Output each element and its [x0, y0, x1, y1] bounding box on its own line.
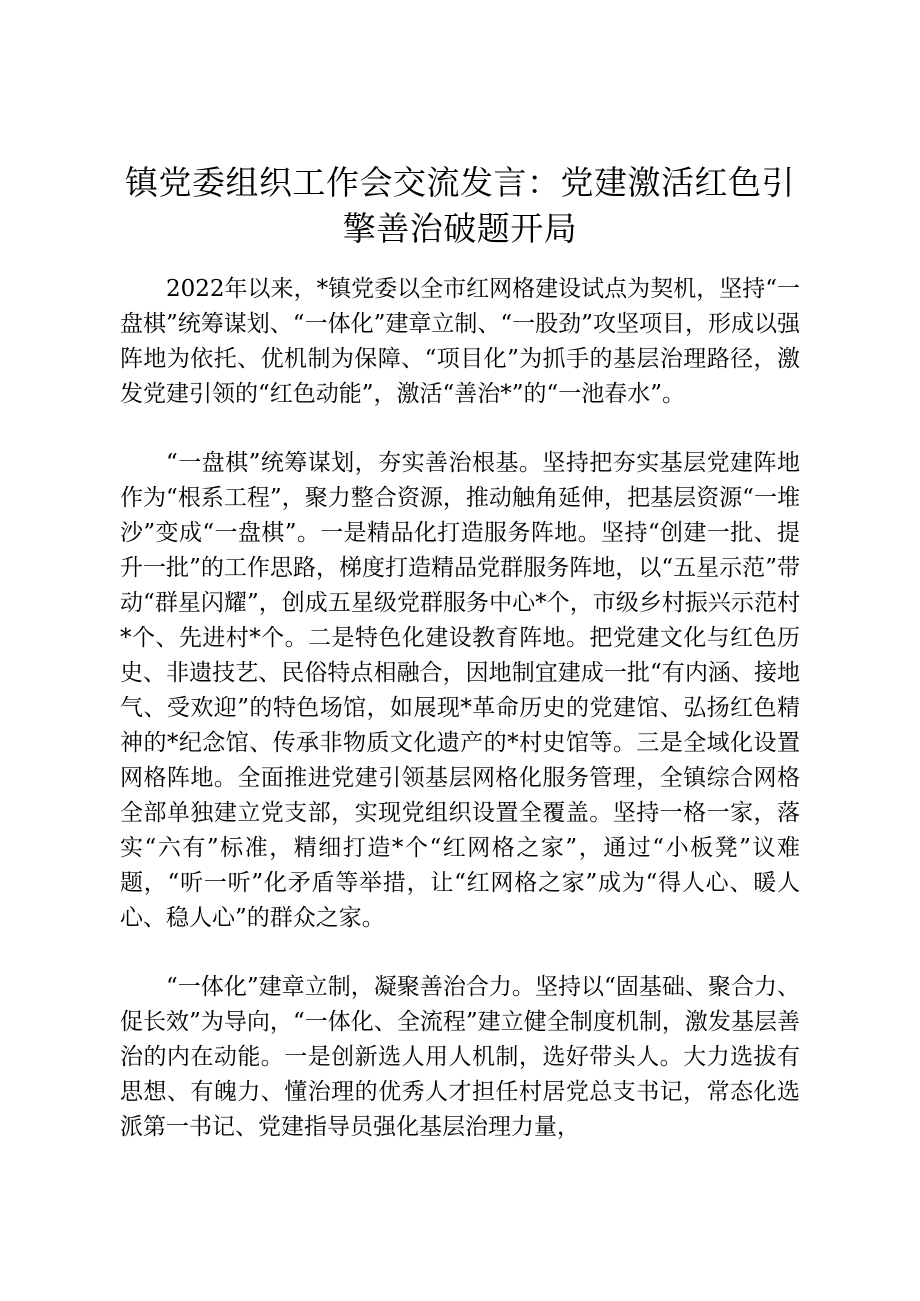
document-title: 镇党委组织工作会交流发言：党建激活红色引擎善治破题开局: [125, 163, 795, 248]
paragraph-intro: 2022年以来，*镇党委以全市红网格建设试点为契机，坚持“一盘棋”统筹谋划、“一体化”建章立制、“一股劲”攻坚项目，形成以强阵地为依托、优机制为保障、“项目化”为抓手的基层治理路径，激发党建引领的“红色动能”，激活“善治*”的“一池春水”。: [120, 276, 800, 407]
paragraph-one-board: “一盘棋”统筹谋划，夯实善治根基。坚持把夯实基层党建阵地作为“根系工程”，聚力整合资源，推动触角延伸，把基层资源“一堆沙”变成“一盘棋”。一是精品化打造服务阵地。坚持“创建一批、提升一批”的工作思路，梯度打造精品党群服务阵地，以“五星示范”带动“群星闪耀”，创成五星级党群服务中心*个，市级乡村振兴示范村*个、先进村*个。二是特色化建设教育阵地。把党建文化与红色历史、非遗技艺、民俗特点相融合，因地制宜建成一批“有内涵、接地气、受欢迎”的特色场馆，如展现*革命历史的党建馆、弘扬红色精神的*纪念馆、传承非物质文化遗产的*村史馆等。三是全域化设置网格阵地。全面推进党建引领基层网格化服务管理，全镇综合网格全部单独建立党支部，实现党组织设置全覆盖。坚持一格一家，落实“六有”标准，精细打造*个“红网格之家”，通过“小板凳”议难题，“听一听”化矛盾等举措，让“红网格之家”成为“得人心、暖人心、稳人心”的群众之家。: [120, 450, 800, 931]
document-page: [120, 160, 800, 1145]
paragraph-integration: “一体化”建章立制，凝聚善治合力。坚持以“固基础、聚合力、促长效”为导向，“一体化、全流程”建立健全制度机制，激发基层善治的内在动能。一是创新选人用人机制，选好带头人。大力选拔有思想、有魄力、懂治理的优秀人才担任村居党总支书记，常态化选派第一书记、党建指导员强化基层治理力量，: [120, 974, 800, 1140]
